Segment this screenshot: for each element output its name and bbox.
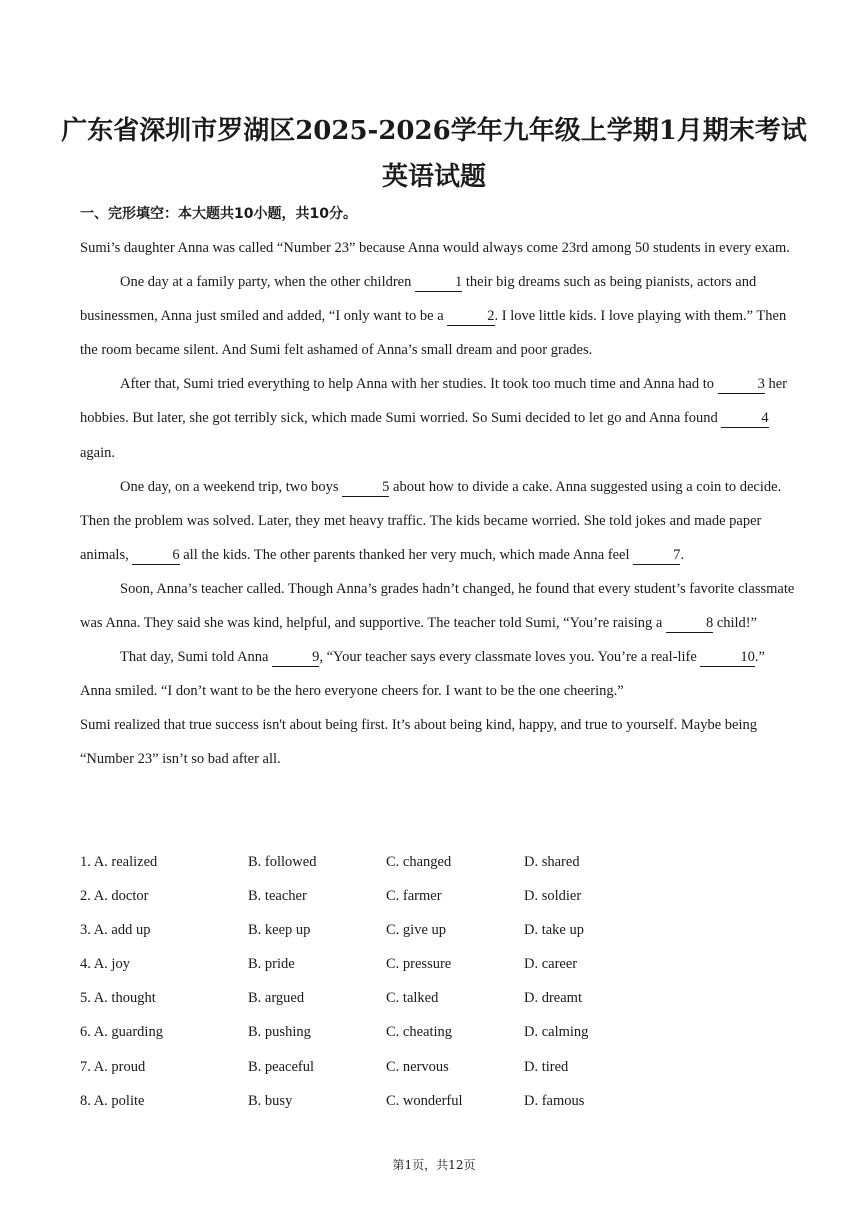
blank-3: 3: [718, 375, 765, 394]
passage-paragraph-5: Soon, Anna’s teacher called. Though Anna’s grades hadn’t changed, he found that every student’s favorite classmate was Anna. They said she was kind, helpful, and supportive. The teacher told Sumi, “You’re raising a 8 child!”: [80, 580, 795, 632]
blank-2: 2: [447, 307, 494, 326]
page-footer: 第1页，共12页: [392, 1158, 476, 1172]
page-title: 广东省深圳市罗湖区2025-2026学年九年级上学期1月期末考试英语试题: [61, 116, 807, 192]
option-row: 4. A. joy B. pride C. pressure D. career: [80, 956, 578, 973]
option-row: 1. A. realized B. followed C. changed D. shared: [80, 854, 580, 870]
blank-4: 4: [721, 409, 768, 428]
option-row: 2. A. doctor B. teacher C. farmer D. soldier: [80, 888, 582, 905]
passage-paragraph-6: That day, Sumi told Anna 9, “Your teacher says every classmate loves you. You’re a real-life 10.” Anna smiled. “I don’t want to be the hero everyone cheers for. I want to be the one cheering.”: [80, 649, 765, 700]
option-row: 6. A. guarding B. pushing C. cheating D. calming: [80, 1024, 589, 1041]
section-heading: 一、完形填空：本大题共10小题，共10分。: [80, 206, 357, 222]
blank-9: 9: [272, 648, 319, 667]
passage-paragraph-2: One day at a family party, when the other children 1 their big dreams such as being pianists, actors and businessmen, Anna just smiled and added, “I only want to be a 2. I love little kids. I love playing with them.” Then the room became silent. And Sumi felt ashamed of Anna’s small dream and poor grades.: [80, 274, 787, 359]
blank-5: 5: [342, 478, 389, 497]
blank-7: 7: [633, 546, 680, 565]
blank-8: 8: [666, 614, 713, 633]
blank-10: 10: [700, 648, 755, 667]
answer-options: [80, 845, 796, 1118]
passage-paragraph-4: One day, on a weekend trip, two boys 5 about how to divide a cake. Anna suggested using a coin to decide. Then the problem was solved. Later, they met heavy traffic. The kids became worried. She told jokes and made paper animals, 6 all the kids. The other parents thanked her very much, which made Anna feel 7.: [80, 478, 782, 563]
blank-6: 6: [132, 546, 179, 565]
blank-1: 1: [415, 273, 462, 292]
cloze-passage: [80, 231, 796, 777]
passage-paragraph-7: Sumi realized that true success isn't about being first. It’s about being kind, happy, and true to yourself. Maybe being “Number 23” isn’t so bad after all.: [80, 717, 757, 768]
passage-paragraph-1: Sumi’s daughter Anna was called “Number 23” because Anna would always come 23rd among 50 students in every exam.: [80, 240, 790, 256]
option-row: 3. A. add up B. keep up C. give up D. take up: [80, 922, 584, 939]
passage-paragraph-3: After that, Sumi tried everything to help Anna with her studies. It took too much time and Anna had to 3 her hobbies. But later, she got terribly sick, which made Sumi worried. So Sumi decided to let go and Anna found 4 again.: [80, 376, 788, 461]
option-row: 8. A. polite B. busy C. wonderful D. famous: [80, 1092, 585, 1109]
option-row: 5. A. thought B. argued C. talked D. dreamt: [80, 990, 582, 1007]
option-row: 7. A. proud B. peaceful C. nervous D. tired: [80, 1058, 569, 1075]
